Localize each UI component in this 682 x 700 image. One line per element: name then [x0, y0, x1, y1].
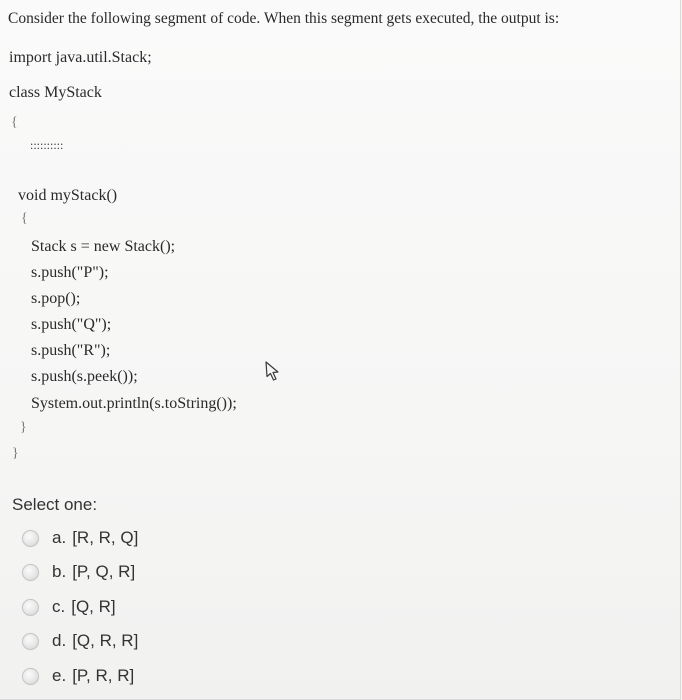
code-line: System.out.println(s.toString());	[31, 395, 237, 412]
answer-option-d[interactable]	[22, 629, 138, 653]
option-letter: d.	[52, 631, 67, 650]
radio-button-icon[interactable]	[22, 599, 39, 616]
code-import-line: import java.util.Stack;	[9, 49, 152, 66]
code-method-line: void myStack()	[18, 187, 118, 204]
option-text: [Q, R]	[71, 597, 116, 616]
code-line: s.push(s.peek());	[31, 368, 138, 385]
code-line: s.pop();	[31, 290, 81, 307]
code-ellipsis: ::::::::::	[30, 138, 64, 152]
code-line: s.push("Q");	[31, 316, 112, 333]
answer-option-c[interactable]	[22, 595, 116, 619]
code-method-open-brace: {	[21, 211, 28, 226]
select-one-label: Select one:	[12, 495, 98, 514]
radio-button-icon[interactable]	[22, 633, 39, 650]
radio-button-icon[interactable]	[22, 530, 39, 547]
code-line: s.push("P");	[31, 264, 109, 281]
option-letter: b.	[52, 562, 67, 581]
code-class-open-brace: {	[11, 115, 18, 130]
answer-option-b[interactable]	[22, 560, 135, 584]
option-letter: a.	[52, 528, 67, 547]
option-text: [R, R, Q]	[72, 528, 139, 547]
radio-button-icon[interactable]	[22, 564, 39, 581]
code-class-line: class MyStack	[9, 84, 102, 101]
answer-option-e[interactable]	[22, 664, 134, 688]
option-letter: e.	[52, 666, 67, 685]
code-class-close-brace: }	[12, 446, 19, 461]
option-text: [P, Q, R]	[72, 562, 136, 581]
pointer-cursor-icon	[263, 358, 285, 382]
code-line: Stack s = new Stack();	[31, 238, 176, 255]
radio-button-icon[interactable]	[22, 668, 39, 685]
answer-option-a[interactable]	[22, 526, 138, 550]
code-line: s.push("R");	[31, 342, 111, 359]
question-prompt: Consider the following segment of code. When this segment gets executed, the output is:	[8, 10, 560, 27]
code-method-close-brace: }	[20, 420, 27, 435]
option-text: [Q, R, R]	[72, 631, 139, 650]
option-letter: c.	[52, 597, 66, 616]
option-text: [P, R, R]	[72, 666, 135, 685]
